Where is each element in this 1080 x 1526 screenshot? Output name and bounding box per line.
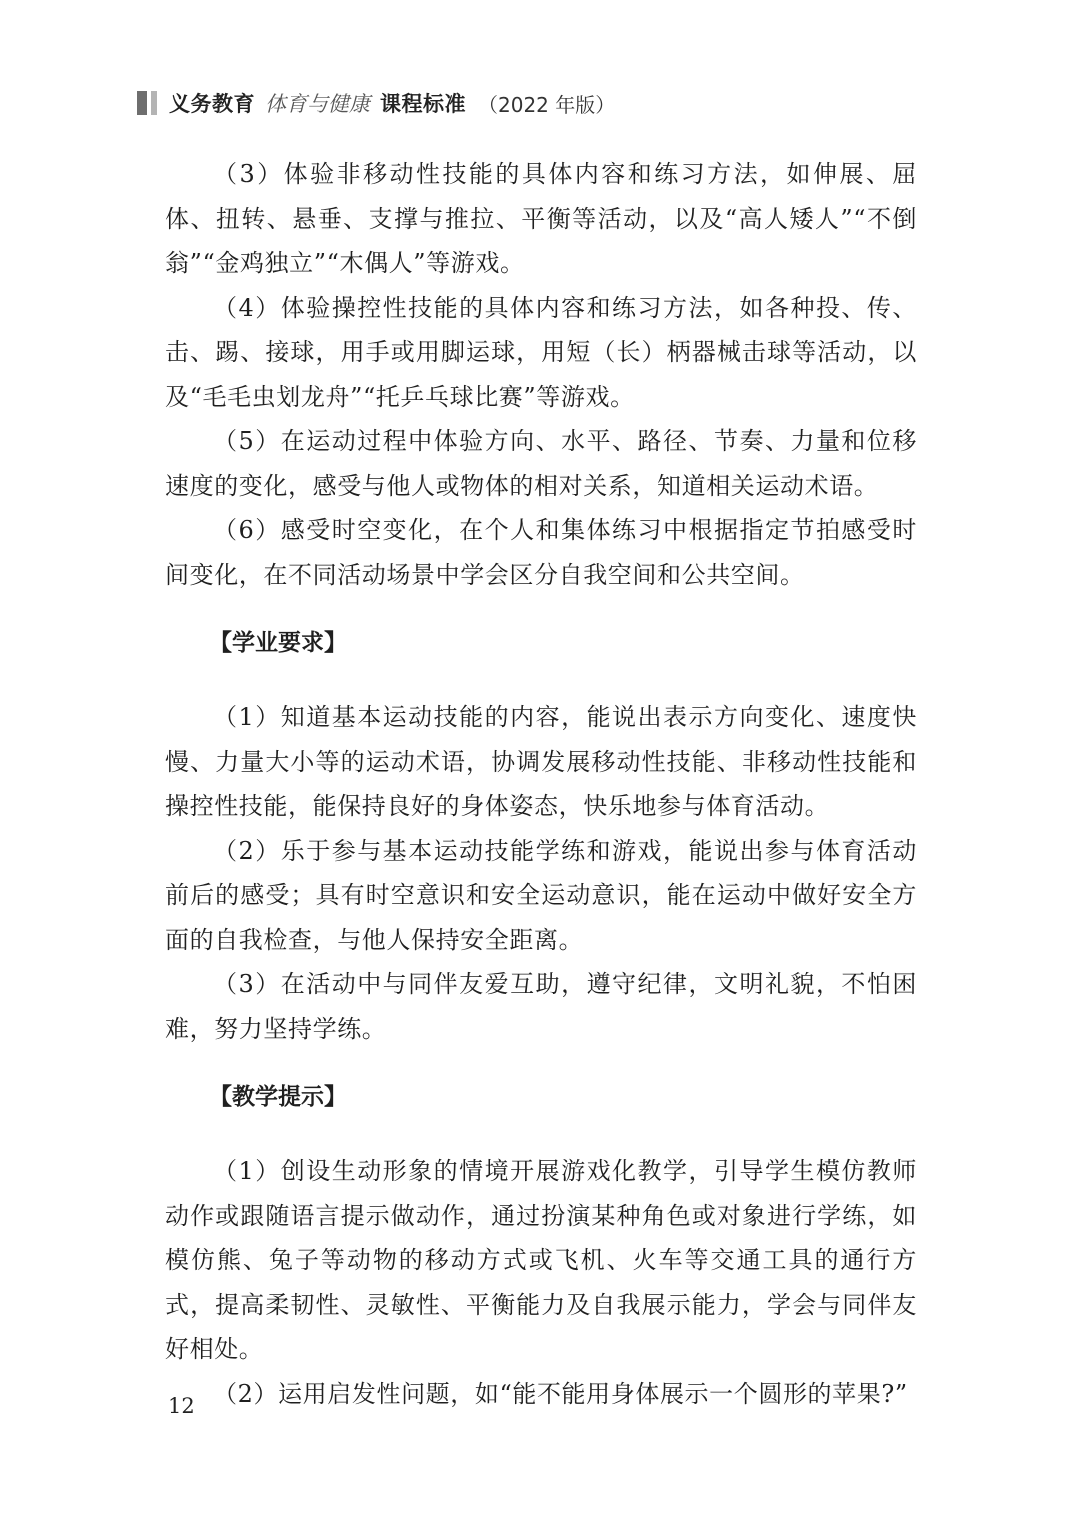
section-heading-academic-requirements: 【学业要求】: [209, 630, 347, 656]
item-number: （1）: [213, 1157, 281, 1185]
header-title-suffix: 课程标准: [380, 92, 466, 116]
item-number: （4）: [213, 293, 281, 322]
teaching-tip-item: [165, 1372, 917, 1417]
item-number: （3）: [213, 160, 284, 188]
item-number: （5）: [213, 427, 281, 455]
requirement-item: [165, 695, 917, 829]
content-item: [165, 152, 917, 286]
teaching-tip-item: [165, 1149, 917, 1372]
content-item: [165, 419, 917, 508]
item-text: 感受时空变化，在个人和集体练习中根据指定节拍感受时间变化，在不同活动场景中学会区分自我空间和公共空间。: [165, 516, 917, 589]
item-text: 在活动中与同伴友爱互助，遵守纪律，文明礼貌，不怕困难，努力坚持学练。: [165, 970, 917, 1043]
item-text: 知道基本运动技能的内容，能说出表示方向变化、速度快慢、力量大小等的运动术语，协调发展移动性技能、非移动性技能和操控性技能，能保持良好的身体姿态，快乐地参与体育活动。: [165, 703, 917, 820]
header-bar-light: [151, 91, 157, 115]
item-number: （6）: [213, 516, 281, 544]
header-bar-icon: [137, 91, 157, 115]
item-number: （2）: [213, 1379, 279, 1408]
header-bar-dark: [137, 91, 147, 115]
item-number: （3）: [213, 970, 281, 998]
page-number: 12: [168, 1394, 195, 1418]
item-number: （1）: [213, 703, 281, 731]
item-text: 乐于参与基本运动技能学练和游戏，能说出参与体育活动前后的感受；具有时空意识和安全运动意识，能在运动中做好安全方面的自我检查，与他人保持安全距离。: [165, 836, 917, 954]
item-text: 在运动过程中体验方向、水平、路径、节奏、力量和位移速度的变化，感受与他人或物体的相对关系，知道相关运动术语。: [165, 427, 917, 500]
item-text: 体验操控性技能的具体内容和练习方法，如各种投、传、击、踢、接球，用手或用脚运球，用短（长）柄器械击球等活动，以及“毛毛虫划龙舟”“托乒乓球比赛”等游戏。: [165, 293, 917, 411]
running-header: [137, 88, 615, 118]
content-item: [165, 286, 917, 420]
item-text: 创设生动形象的情境开展游戏化教学，引导学生模仿教师动作或跟随语言提示做动作，通过扮演某种角色或对象进行学练，如模仿熊、兔子等动物的移动方式或飞机、火车等交通工具的通行方式，提高柔韧性、灵敏性、平衡能力及自我展示能力，学会与同伴友好相处。: [165, 1157, 917, 1363]
requirement-item: [165, 962, 917, 1051]
header-edition: （2022 年版）: [478, 92, 616, 117]
content-item: [165, 508, 917, 597]
header-title-prefix: 义务教育: [169, 92, 255, 116]
header-title-subject: 体育与健康: [265, 92, 370, 116]
item-text: 体验非移动性技能的具体内容和练习方法，如伸展、屈体、扭转、悬垂、支撑与推拉、平衡等活动，以及“高人矮人”“不倒翁”“金鸡独立”“木偶人”等游戏。: [165, 160, 917, 277]
item-text: 运用启发性问题，如“能不能用身体展示一个圆形的苹果?”: [278, 1379, 908, 1408]
page-body: [165, 152, 917, 1416]
requirement-item: [165, 829, 917, 963]
item-number: （2）: [213, 836, 281, 865]
section-heading-teaching-tips: 【教学提示】: [209, 1084, 347, 1110]
